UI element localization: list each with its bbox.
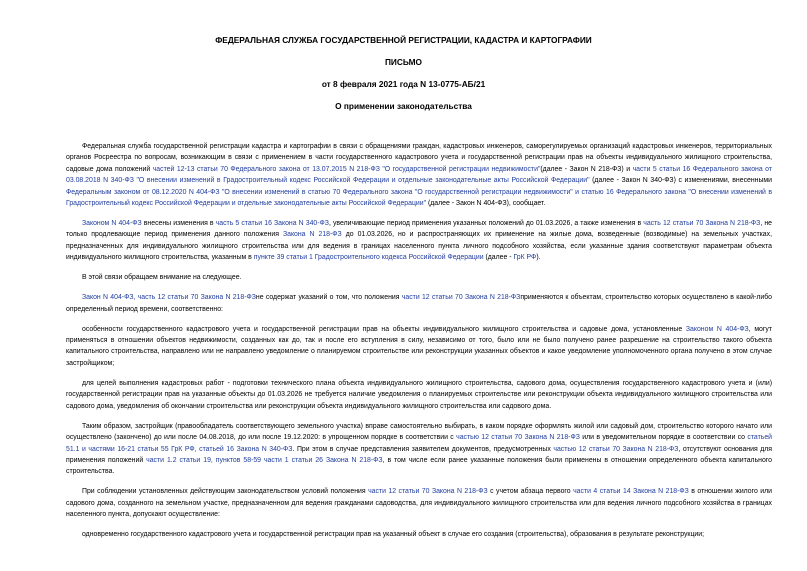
law-reference-link[interactable]: пункте 39 статьи 1 Градостроительного кодекса Российской Федерации [253, 254, 484, 262]
paragraph-simultaneous-registration [66, 529, 772, 540]
paragraph-text: с учетом абзаца первого [487, 488, 574, 496]
paragraph-text: для целей выполнения кадастровых работ - подготовки технического плана объекта индивидуального жилищного строительства, садового дома, осуществления государственного кадастрового учета и (или) государственной регистрации прав на указанные объекты до 01.03.2026 не требуется наличие уведомления о планируемых строительстве или реконструкции объекта индивидуального жилищного строительства или садового дома, уведомления об окончании строительства или реконструкции объекта индивидуального жилищного строительства или садового дома. [66, 379, 772, 410]
paragraph-developer-choice [66, 421, 772, 478]
paragraph-conditions [66, 486, 772, 520]
law-reference-link[interactable]: части 5 статьи 16 Федерального закона от 03.08.2018 N 340-ФЗ "О внесении изменений в Градостроительный кодекс Российской Федерации и отдельные законодательные акты Российской Федерации" [66, 165, 772, 185]
paragraph-text: или в уведомительном порядке в соответствии со [579, 434, 748, 442]
paragraph-text: применяются к объектам, строительство которых осуществлено в какой-либо определенный период времени, соответственно: [66, 294, 772, 313]
paragraph-text: не содержат указаний о том, что положения [255, 294, 402, 302]
paragraph-text: , увеличивающие период применения указанных положений до 01.03.2026, а также изменения в [328, 220, 644, 228]
paragraph-attention [66, 272, 772, 283]
law-reference-link[interactable]: ГрК РФ [513, 254, 537, 262]
paragraph-text: (далее - Закон N 404-ФЗ), сообщает. [426, 200, 546, 208]
paragraph-text: (далее - Закон N 340-ФЗ) с изменениями, внесенными [589, 177, 772, 185]
law-reference-link[interactable]: части 12 статьи 70 Закона N 218-ФЗ [401, 294, 521, 302]
paragraph-text: . При этом в случае представления заявителем документов, предусмотренных [292, 445, 554, 453]
document-type: ПИСЬМО [384, 57, 423, 67]
paragraph-text: При соблюдении установленных действующим законодательством условий положения [82, 488, 369, 496]
paragraph-text: одновременно государственного кадастрового учета и государственной регистрации прав на указанный объект в случае его создания (строительства), образования в результате реконструкции; [82, 531, 705, 539]
paragraph-text: в отношении жилого или садового дома, созданного на земельном участке, предназначенном для ведения гражданами садоводства, для индивидуального жилищного строительства или для ведения личного подсобного хозяйства в границах населенного пункта, допускают осуществление: [66, 488, 772, 519]
paragraph-text: , отсутствуют основания для применения положений [66, 445, 773, 464]
law-reference-link[interactable]: часть 5 статьи 16 Закона N 340-ФЗ [215, 220, 329, 228]
paragraph-text: В этой связи обращаем внимание на следующее. [82, 274, 242, 282]
paragraph-text: , в том числе если ранее указанные положения были применены в отношении определенного объекта капитального строительства. [66, 456, 772, 476]
law-reference-link[interactable]: Федеральным законом от 08.12.2020 N 404-ФЗ "О внесении изменений в статью 70 Федерального закона "О государственной регистрации недвижимости" и статью 16 Федерального закона "О внесении изменений в Градостроительный кодекс Российской Федерации и отдельные законодательные акты Российской Федерации" [66, 188, 772, 208]
letter-body [66, 141, 772, 541]
document-date-number: от 8 февраля 2021 года N 13-0775-АБ/21 [321, 79, 486, 89]
law-reference-link[interactable]: Закон N 404-ФЗ, часть 12 статьи 70 Закона N 218-ФЗ [82, 294, 256, 302]
paragraph-text: внесены изменения в [141, 220, 216, 228]
law-reference-link[interactable]: Законом N 404-ФЗ [685, 325, 749, 333]
paragraph-text: , не только продлевающие период применения данного положения [66, 220, 772, 239]
law-reference-link[interactable]: Законом N 404-ФЗ [82, 220, 142, 228]
paragraph-intro [66, 141, 772, 209]
law-reference-link[interactable]: частью 12 статьи 70 Закона N 218-ФЗ [553, 445, 679, 453]
law-reference-link[interactable]: частей 12-13 статьи 70 Федерального закона от 13.07.2015 N 218-ФЗ "О государственной регистрации недвижимости" [152, 165, 541, 173]
paragraph-text: особенности государственного кадастрового учета и государственной регистрации прав на объекты индивидуального жилищного строительства и садовые дома, установленные [82, 325, 686, 333]
law-reference-link[interactable]: Закона N 218-ФЗ [282, 231, 342, 239]
paragraph-amendments [66, 218, 772, 264]
paragraph-text: (далее - [483, 254, 514, 262]
paragraph-text: Федеральная служба государственной регистрации кадастра и картографии в связи с обращениями граждан, кадастровых инженеров, саморегулируемых организаций кадастровых инженеров, территориальных органов Росреестра по вопросам, возникающим в связи с применением в части государственного кадастрового учета и государственной регистрации прав на объекты индивидуального жилищного строительства, садовые дома положений [66, 143, 772, 173]
law-reference-link[interactable]: части 12 статьи 70 Закона N 218-ФЗ [368, 488, 488, 496]
paragraph-no-time-limit [66, 292, 772, 315]
paragraph-cadastral-works [66, 378, 772, 412]
document-subject: О применении законодательства [335, 101, 472, 111]
law-reference-link[interactable]: частью 12 статьи 70 Закона N 218-ФЗ [456, 434, 580, 442]
law-reference-link[interactable]: статьей 51.1 и частями 16-21 статьи 55 ГрК РФ, статьей 16 Закона N 340-ФЗ [66, 434, 773, 453]
law-reference-link[interactable]: часть 12 статьи 70 Закона N 218-ФЗ [643, 220, 761, 228]
agency-name: ФЕДЕРАЛЬНАЯ СЛУЖБА ГОСУДАРСТВЕННОЙ РЕГИСТРАЦИИ, КАДАСТРА И КАРТОГРАФИИ [215, 35, 592, 45]
paragraph-features [66, 324, 772, 370]
law-reference-link[interactable]: части 4 статьи 14 Закона N 218-ФЗ [573, 488, 689, 496]
law-reference-link[interactable]: части 1.2 статьи 19, пунктов 58-59 части 1 статьи 26 Закона N 218-ФЗ [146, 456, 383, 464]
paragraph-text: , могут применяться в отношении объектов недвижимости, созданных как до, так и после его вступления в силу, независимо от того, было или не было получено ранее разрешение на строительство такого объекта капитального строительства, направлено или не направлено уведомление о планируемом строительстве или реконструкции указанных объектов и какое уведомление уполномоченного органа получено в этом случае застройщиком; [66, 325, 772, 367]
paragraph-text: до 01.03.2026, но и распространяющих их применение на жилые дома, возведенные (возводимые) на земельных участках, предназначенных для индивидуального жилищного строительства или для ведения в границах населенного пункта личного подсобного хозяйства, если указанные здания соответствуют параметрам объекта индивидуального жилищного строительства, указанным в [66, 231, 772, 262]
paragraph-text: Таким образом, застройщик (правообладатель соответствующего земельного участка) вправе самостоятельно выбирать, в каком порядке оформлять жилой или садовый дом, строительство которого начато или осуществлено (закончено) до или после 04.08.2018, до или после 19.12.2020: в упрощенном порядке в соответствии с [66, 422, 772, 442]
paragraph-text: (далее - Закон N 218-ФЗ) и [540, 165, 633, 173]
paragraph-text: ). [536, 254, 541, 262]
